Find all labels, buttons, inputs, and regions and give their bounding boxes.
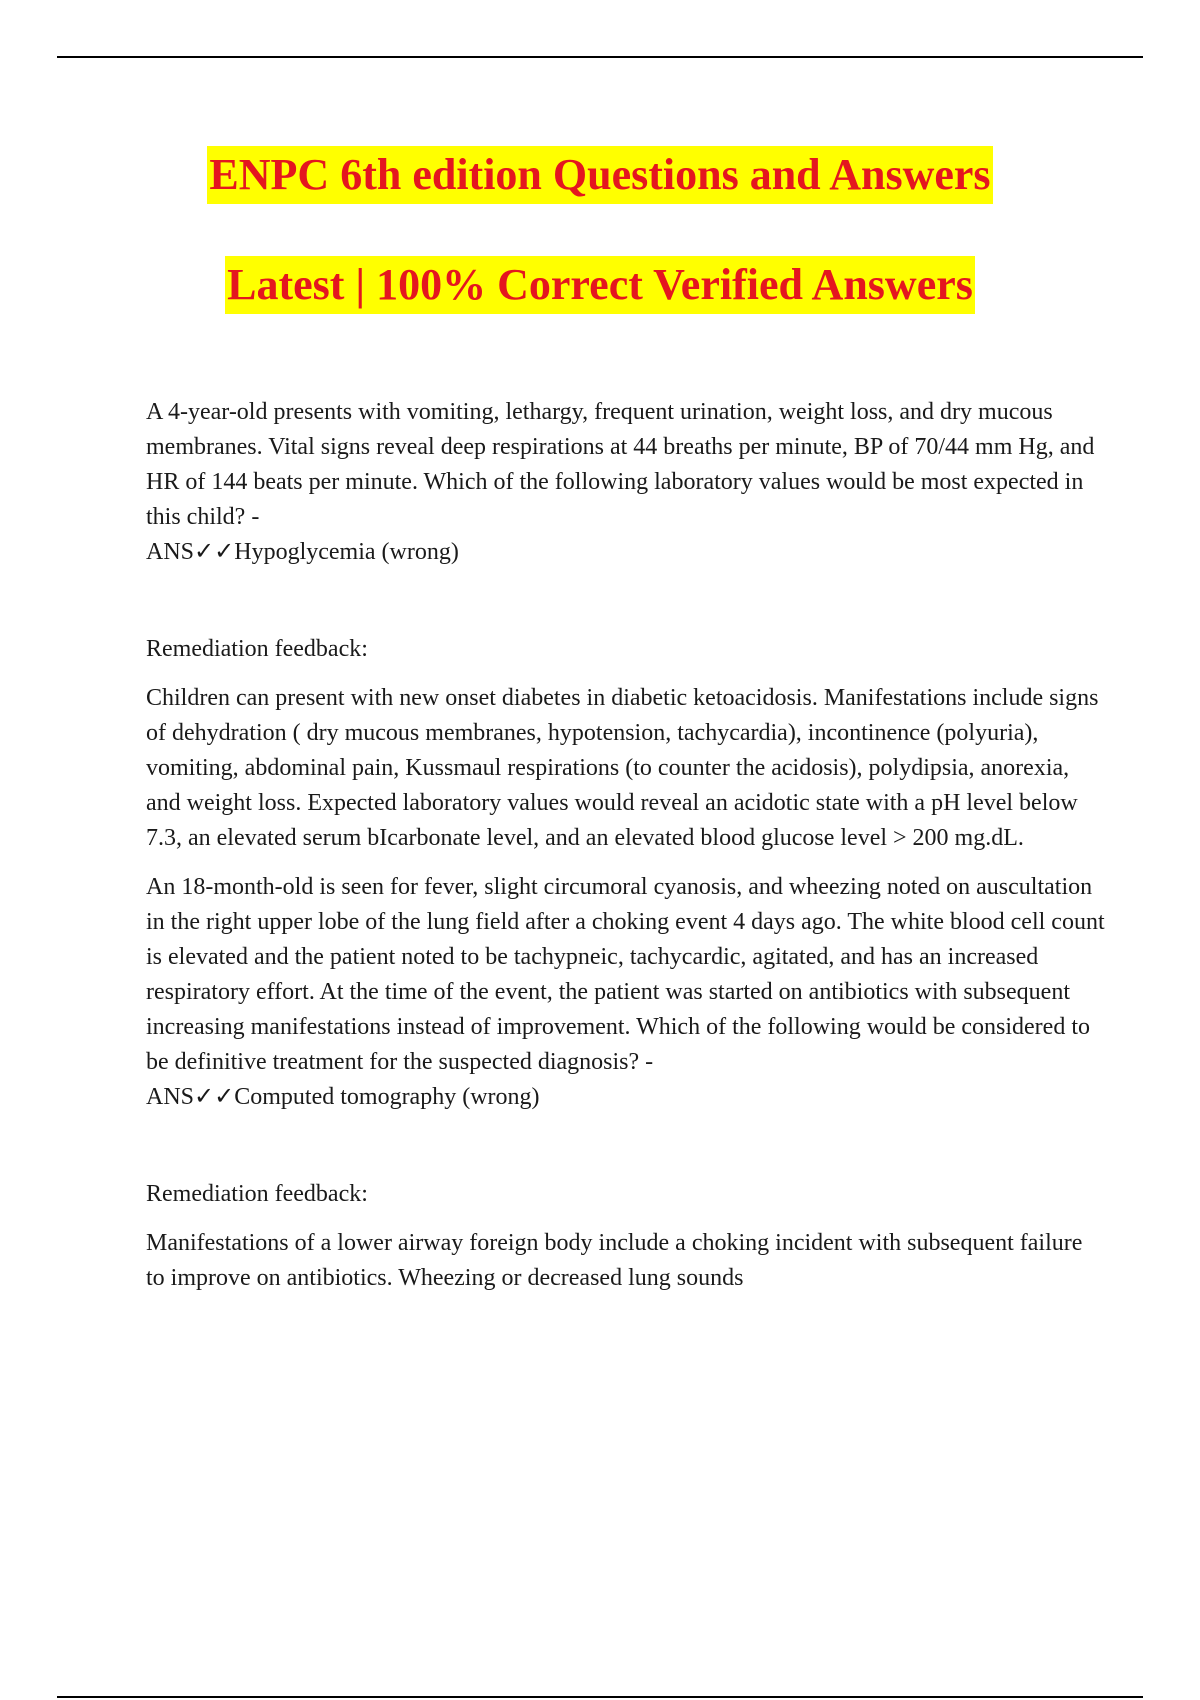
question-1: A 4-year-old presents with vomiting, lethargy, frequent urination, weight loss, and dry mucous membranes. Vital signs reveal deep respirations at 44 breaths per minute, BP of 70/44 mm Hg, and HR of 144 beats per minute. Which of the following laboratory values would be most expected in this child? - [146,399,1095,530]
question-2: An 18-month-old is seen for fever, slight circumoral cyanosis, and wheezing noted on auscultation in the right upper lobe of the lung field after a choking event 4 days ago. The white blood cell count is elevated and the patient noted to be tachypneic, tachycardic, agitated, and has an increased respiratory effort. At the time of the event, the patient was started on antibiotics with subsequent increasing manifestations instead of improvement. Which of the following would be considered to be definitive treatment for the suspected diagnosis? - [146,874,1105,1075]
title-line-2: Latest | 100% Correct Verified Answers [225,256,975,314]
answer-1: ANS✓✓Hypoglycemia (wrong) [146,539,459,565]
feedback-label-2: Remediation feedback: [146,1181,368,1207]
feedback-label-1: Remediation feedback: [146,636,368,662]
top-rule [57,56,1143,58]
feedback-1: Children can present with new onset diabetes in diabetic ketoacidosis. Manifestations include signs of dehydration ( dry mucous membranes, hypotension, tachycardia), incontinence (polyuria), vomiting, abdominal pain, Kussmaul respirations (to counter the acidosis), polydipsia, anorexia, and weight loss. Expected laboratory values would reveal an acidotic state with a pH level below 7.3, an elevated serum bIcarbonate level, and an elevated blood glucose level > 200 mg.dL. [146,685,1099,851]
title-line-1: ENPC 6th edition Questions and Answers [207,146,992,204]
bottom-rule [57,1696,1143,1698]
document-body [146,395,1106,1296]
answer-2: ANS✓✓Computed tomography (wrong) [146,1084,540,1110]
feedback-2: Manifestations of a lower airway foreign body include a choking incident with subsequent failure to improve on antibiotics. Wheezing or decreased lung sounds [146,1230,1083,1291]
